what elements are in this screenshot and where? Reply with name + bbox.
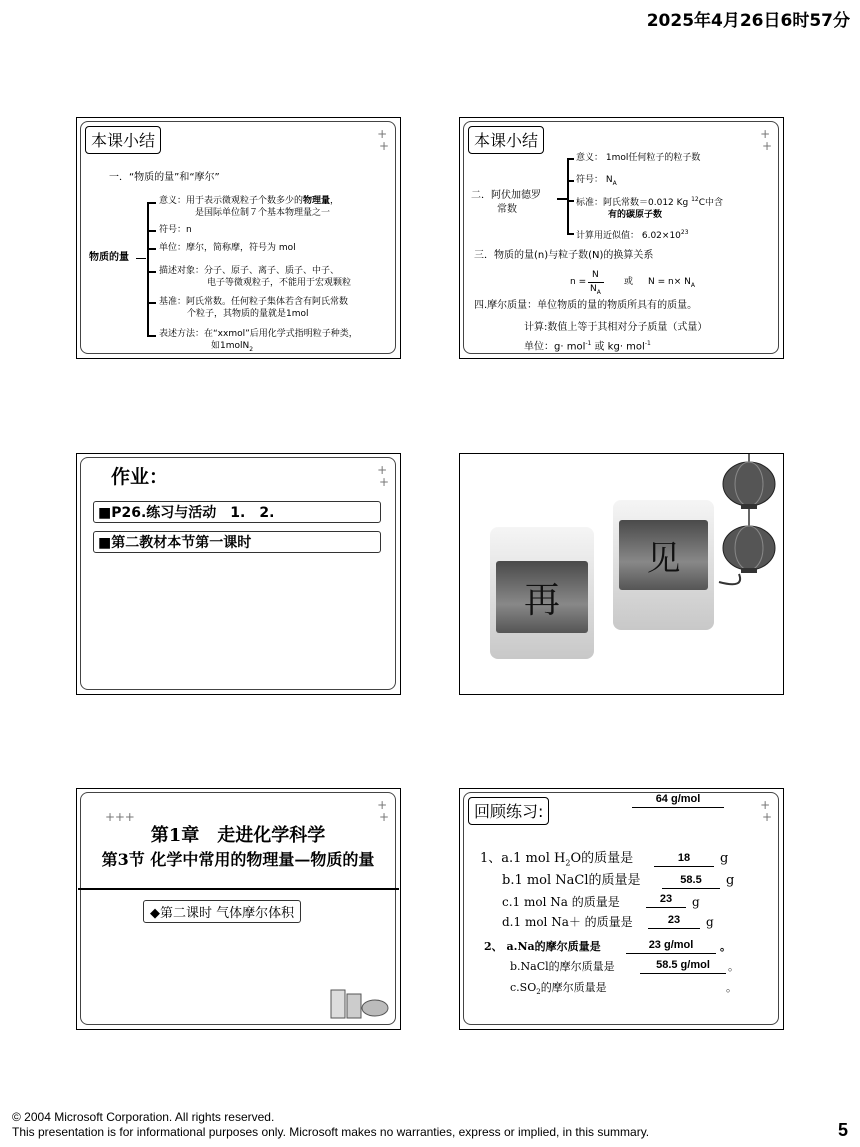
exercise-2c: $c.SO_2$的摩尔质量是 [510,981,607,997]
exercise-1b: b.1 mol NaCl的质量是 [502,873,641,888]
unit-1d: g [706,915,714,929]
answer-2c: 64 g/mol [632,793,724,808]
tile-char-1: 再 [496,561,588,633]
section-heading: 一．“物质的量”和“摩尔” [109,172,220,183]
answer-1d: 23 [648,914,700,929]
slide-frame [80,121,396,354]
formula-lhs: n = [570,277,587,287]
slide-frame [463,121,779,354]
slide-title-chapter [76,788,401,1030]
tree-item-meaning: 意义：用于表示微观粒子个数多少的物理量， 是国际单位制７个基本物理量之一 [159,196,340,218]
exercise-1a: 1、a.1 mol $H_2O$的质量是 [480,851,634,868]
unit-1b: g [726,873,735,888]
slide-summary-2 [459,117,784,359]
chapter-title: 第1章 走进化学科学 [150,825,326,846]
print-timestamp: 2025年4月26日6时57分 [646,11,850,31]
section-3: 三．物质的量(n)与粒子数(N)的换算关系 [474,250,654,261]
answer-1c: 23 [646,893,686,908]
slide-frame [80,792,396,1025]
exercise-1c: c.1 mol Na 的质量是 [502,895,620,909]
tile-left [490,527,594,659]
sparkle-decoration-icon: + + [760,798,770,824]
exercise-1d: d.1 mol Na＋ 的质量是 [502,915,633,929]
tree-root: 物质的量 [89,252,129,263]
tile-right [613,500,714,630]
tree-item-notation: 表述方法：在“xxmol”后用化学式指明粒子种类， 如1molN$_2$ [159,329,358,353]
avogadro-standard: 标准：阿氏常数＝0.012 Kg $^{12}$C中含 有的碳原子数 [576,196,724,220]
avogadro-meaning: 意义： 1mol任何粒子的粒子数 [576,153,701,163]
slide-review-exercise [459,788,784,1030]
tree-item-basis: 基准：阿氏常数。任何粒子集体若含有阿氏常数 个粒子，其物质的量就是1mol [159,297,349,319]
sparkle-decoration-icon: + + [377,127,387,153]
sparkle-decoration-icon: + + [377,463,387,489]
slide-title: 本课小结 [468,126,544,154]
slide-frame [463,792,779,1025]
formula-or: 或 [624,277,634,287]
slide-title: 本课小结 [85,126,161,154]
homework-item-2: ■第二教材本节第一课时 [93,531,381,553]
section-title: 第3节 化学中常用的物理量—物质的量 [101,850,375,869]
tree-item-unit: 单位：摩尔，简称摩，符号为 mol [159,243,296,253]
sparkle-decoration-icon: + + [760,127,770,153]
slide-goodbye [459,453,784,695]
section-4: 四.摩尔质量：单位物质的量的物质所具有的质量。 [474,300,698,311]
formula-rhs: $N = n\times N_A$ [648,277,695,289]
slide-homework [76,453,401,695]
formula-numerator: N [592,270,599,280]
answer-1b: 58.5 [662,874,720,889]
slide-frame [80,457,396,690]
lantern-icon [715,454,783,599]
avogadro-label: 二．阿伏加德罗 常数 [471,190,541,215]
answer-1a: 18 [654,852,714,867]
unit-1a: g [720,851,729,866]
answer-2a: 23 g/mol [626,939,716,954]
molar-mass-unit: 单位：g· mol$^{-1}$ 或 kg· mol$^{-1}$ [524,340,651,353]
unit-2c: 。 [726,981,737,994]
unit-2a: 。 [720,940,731,953]
slide-summary-1 [76,117,401,359]
avogadro-symbol: 符号： $N_A$ [576,175,617,187]
tree-item-symbol: 符号：n [159,225,192,235]
bookshelf-decoration-icon [329,984,391,1020]
page-number: 5 [837,1120,848,1140]
footer-copyright: © 2004 Microsoft Corporation. All rights reserved. This presentation is for informational purposes only. Microsoft makes no warranties, express or implied, in this summary. [12,1110,650,1139]
sparkle-decoration-icon: + + [377,798,387,824]
homework-item-1: ■P26.练习与活动 1. 2. [93,501,381,523]
unit-2b: 。 [728,960,739,973]
unit-1c: g [692,895,700,909]
avogadro-approx: 计算用近似值： $6.02\times 10^{23}$ [576,229,689,241]
tree-item-objects: 描述对象：分子、原子、离子、质子、中子、 电子等微观粒子，不能用于宏观颗粒 [159,266,352,288]
answer-2b: 58.5 g/mol [640,959,726,974]
exercise-2a: 2、 a.Na的摩尔质量是 [484,940,601,953]
molar-mass-calc: 计算:数值上等于其相对分子质量（式量） [524,322,708,333]
slide-title: 回顾练习: [468,797,549,825]
tile-char-2: 见 [619,520,708,590]
exercise-2b: b.NaCl的摩尔质量是 [510,960,615,973]
lesson-subtitle: ◆第二课时 气体摩尔体积 [143,900,301,923]
sparkle-decoration-icon: + + + [105,810,133,824]
slide-title: 作业： [111,466,169,488]
formula-denominator: $N_A$ [590,284,601,296]
